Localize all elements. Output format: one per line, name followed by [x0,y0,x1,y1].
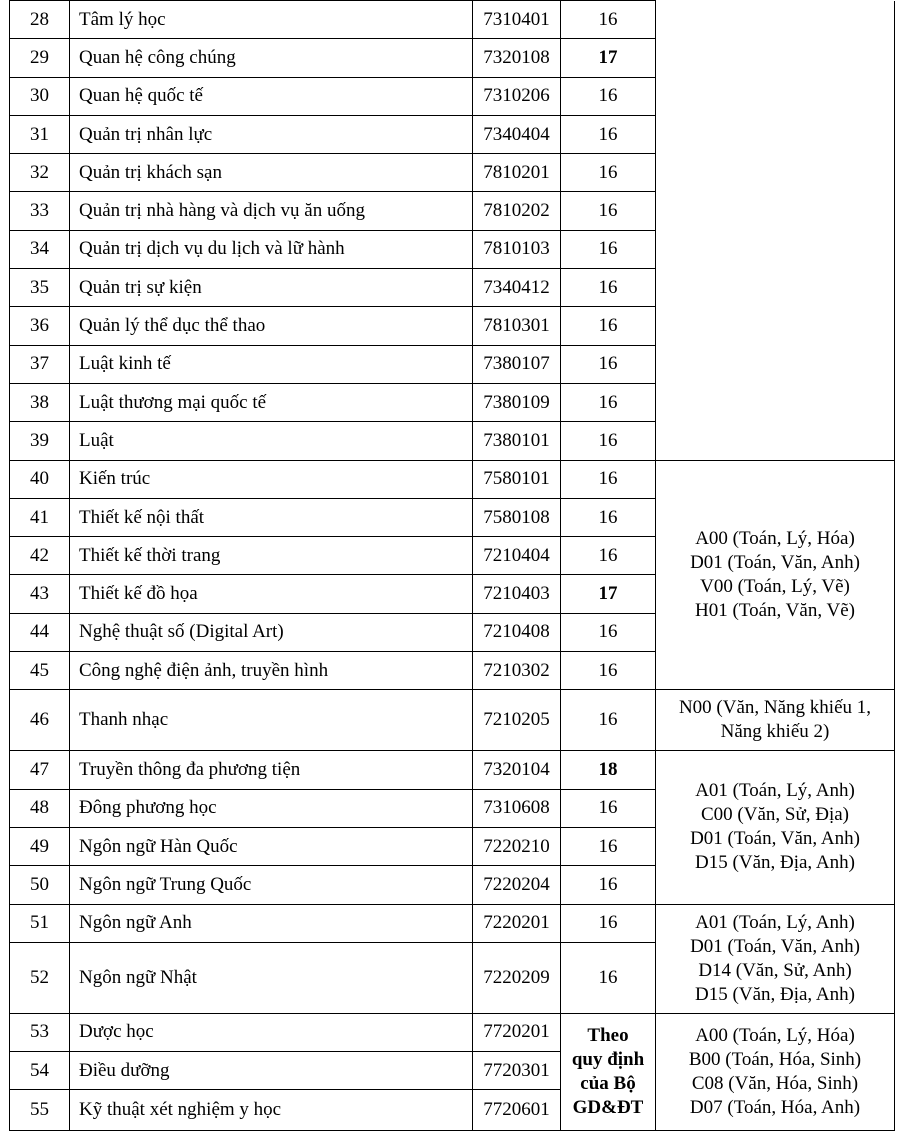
major-code: 7810103 [473,230,561,268]
min-score: 16 [561,942,656,1013]
major-name: Nghệ thuật số (Digital Art) [70,613,473,651]
combination-line: D01 (Toán, Văn, Anh) [690,828,860,850]
row-number: 42 [10,537,70,575]
major-code: 7210205 [473,690,561,751]
major-name: Kỹ thuật xét nghiệm y học [70,1090,473,1131]
subject-combinations [656,751,895,904]
combination-line: N00 (Văn, Năng khiếu 1, [678,697,872,719]
table-row [10,690,895,751]
table-row [10,751,895,789]
combination-line: A01 (Toán, Lý, Anh) [695,780,855,802]
major-name: Luật [70,422,473,460]
min-score: 16 [561,307,656,345]
major-name: Thiết kế đồ họa [70,575,473,613]
major-code: 7580101 [473,460,561,498]
combination-line: H01 (Toán, Văn, Vẽ) [695,599,855,621]
score-note-line: quy định [571,1049,645,1071]
combination-line: D01 (Toán, Văn, Anh) [690,551,860,573]
min-score: 16 [561,192,656,230]
row-number: 30 [10,77,70,115]
min-score: 16 [561,383,656,421]
combination-line: Năng khiếu 2) [720,721,830,743]
combination-line: D01 (Toán, Văn, Anh) [690,935,860,957]
min-score: 16 [561,789,656,827]
row-number: 37 [10,345,70,383]
major-code: 7810202 [473,192,561,230]
row-number: 50 [10,866,70,904]
row-number: 33 [10,192,70,230]
major-name: Luật kinh tế [70,345,473,383]
major-code: 7810201 [473,154,561,192]
row-number: 53 [10,1013,70,1051]
subject-combinations [656,460,895,690]
row-number: 49 [10,827,70,865]
major-code: 7340404 [473,115,561,153]
row-number: 55 [10,1090,70,1131]
min-score: 16 [561,460,656,498]
row-number: 51 [10,904,70,942]
min-score: 16 [561,690,656,751]
major-code: 7210403 [473,575,561,613]
major-name: Quản trị khách sạn [70,154,473,192]
combination-line: D07 (Toán, Hóa, Anh) [689,1097,861,1119]
major-name: Thanh nhạc [70,690,473,751]
major-name: Ngôn ngữ Trung Quốc [70,866,473,904]
major-code: 7580108 [473,498,561,536]
combination-line: B00 (Toán, Hóa, Sinh) [688,1049,862,1071]
row-number: 45 [10,652,70,690]
major-name: Công nghệ điện ảnh, truyền hình [70,652,473,690]
subject-combinations [656,1,895,461]
major-code: 7720201 [473,1013,561,1051]
row-number: 35 [10,269,70,307]
combination-line: C08 (Văn, Hóa, Sinh) [691,1073,859,1095]
min-score: 16 [561,230,656,268]
major-code: 7210404 [473,537,561,575]
major-code: 7210408 [473,613,561,651]
major-code: 7220209 [473,942,561,1013]
major-name: Quản trị nhân lực [70,115,473,153]
table-row [10,904,895,942]
major-code: 7810301 [473,307,561,345]
min-score: 16 [561,269,656,307]
combination-line: C00 (Văn, Sử, Địa) [700,804,850,826]
row-number: 52 [10,942,70,1013]
major-name: Kiến trúc [70,460,473,498]
combination-line: D15 (Văn, Địa, Anh) [695,983,855,1005]
major-code: 7310401 [473,1,561,39]
min-score: 16 [561,827,656,865]
min-score: 16 [561,537,656,575]
row-number: 29 [10,39,70,77]
min-score: 17 [561,39,656,77]
major-name: Tâm lý học [70,1,473,39]
major-name: Đông phương học [70,789,473,827]
major-name: Quản trị dịch vụ du lịch và lữ hành [70,230,473,268]
row-number: 54 [10,1052,70,1090]
table-body [10,1,895,1131]
major-code: 7320108 [473,39,561,77]
score-note-line: của Bộ [580,1073,636,1095]
min-score: 16 [561,345,656,383]
table-row [10,1,895,39]
min-score: 16 [561,904,656,942]
combination-line: A00 (Toán, Lý, Hóa) [695,527,855,549]
row-number: 31 [10,115,70,153]
major-name: Quản trị nhà hàng và dịch vụ ăn uống [70,192,473,230]
combination-line: D15 (Văn, Địa, Anh) [695,852,855,874]
major-code: 7310206 [473,77,561,115]
major-name: Quan hệ quốc tế [70,77,473,115]
subject-combinations [656,1013,895,1131]
major-name: Điều dưỡng [70,1052,473,1090]
combination-line: A01 (Toán, Lý, Anh) [695,911,855,933]
subject-combinations [656,690,895,751]
min-score: 16 [561,652,656,690]
min-score: 16 [561,613,656,651]
score-note-line: GD&ĐT [572,1097,644,1119]
row-number: 36 [10,307,70,345]
major-name: Quản lý thể dục thể thao [70,307,473,345]
major-code: 7380109 [473,383,561,421]
min-score: 17 [561,575,656,613]
min-score: 16 [561,115,656,153]
row-number: 46 [10,690,70,751]
table-row [10,1013,895,1051]
major-code: 7720301 [473,1052,561,1090]
row-number: 43 [10,575,70,613]
major-name: Thiết kế thời trang [70,537,473,575]
row-number: 32 [10,154,70,192]
major-code: 7220204 [473,866,561,904]
major-name: Ngôn ngữ Anh [70,904,473,942]
major-code: 7380107 [473,345,561,383]
major-name: Ngôn ngữ Hàn Quốc [70,827,473,865]
row-number: 28 [10,1,70,39]
combination-line: A00 (Toán, Lý, Hóa) [695,1025,855,1047]
major-code: 7720601 [473,1090,561,1131]
min-score: 18 [561,751,656,789]
major-name: Quan hệ công chúng [70,39,473,77]
row-number: 41 [10,498,70,536]
row-number: 38 [10,383,70,421]
row-number: 47 [10,751,70,789]
major-code: 7380101 [473,422,561,460]
major-code: 7220210 [473,827,561,865]
subject-combinations [656,904,895,1013]
major-code: 7210302 [473,652,561,690]
min-score: 16 [561,77,656,115]
score-note-line: Theo [587,1025,629,1047]
combination-line: D14 (Văn, Sử, Anh) [698,959,852,981]
major-name: Thiết kế nội thất [70,498,473,536]
row-number: 40 [10,460,70,498]
min-score: 16 [561,866,656,904]
major-name: Dược học [70,1013,473,1051]
combination-line: V00 (Toán, Lý, Vẽ) [700,575,850,597]
row-number: 34 [10,230,70,268]
major-name: Truyền thông đa phương tiện [70,751,473,789]
table-row [10,460,895,498]
min-score: 16 [561,1,656,39]
row-number: 39 [10,422,70,460]
admission-score-table [9,0,895,1131]
major-code: 7310608 [473,789,561,827]
major-code: 7220201 [473,904,561,942]
min-score: 16 [561,154,656,192]
major-code: 7320104 [473,751,561,789]
min-score: 16 [561,422,656,460]
major-code: 7340412 [473,269,561,307]
min-score: 16 [561,498,656,536]
major-name: Luật thương mại quốc tế [70,383,473,421]
row-number: 44 [10,613,70,651]
min-score-note [561,1013,656,1131]
row-number: 48 [10,789,70,827]
major-name: Ngôn ngữ Nhật [70,942,473,1013]
major-name: Quản trị sự kiện [70,269,473,307]
